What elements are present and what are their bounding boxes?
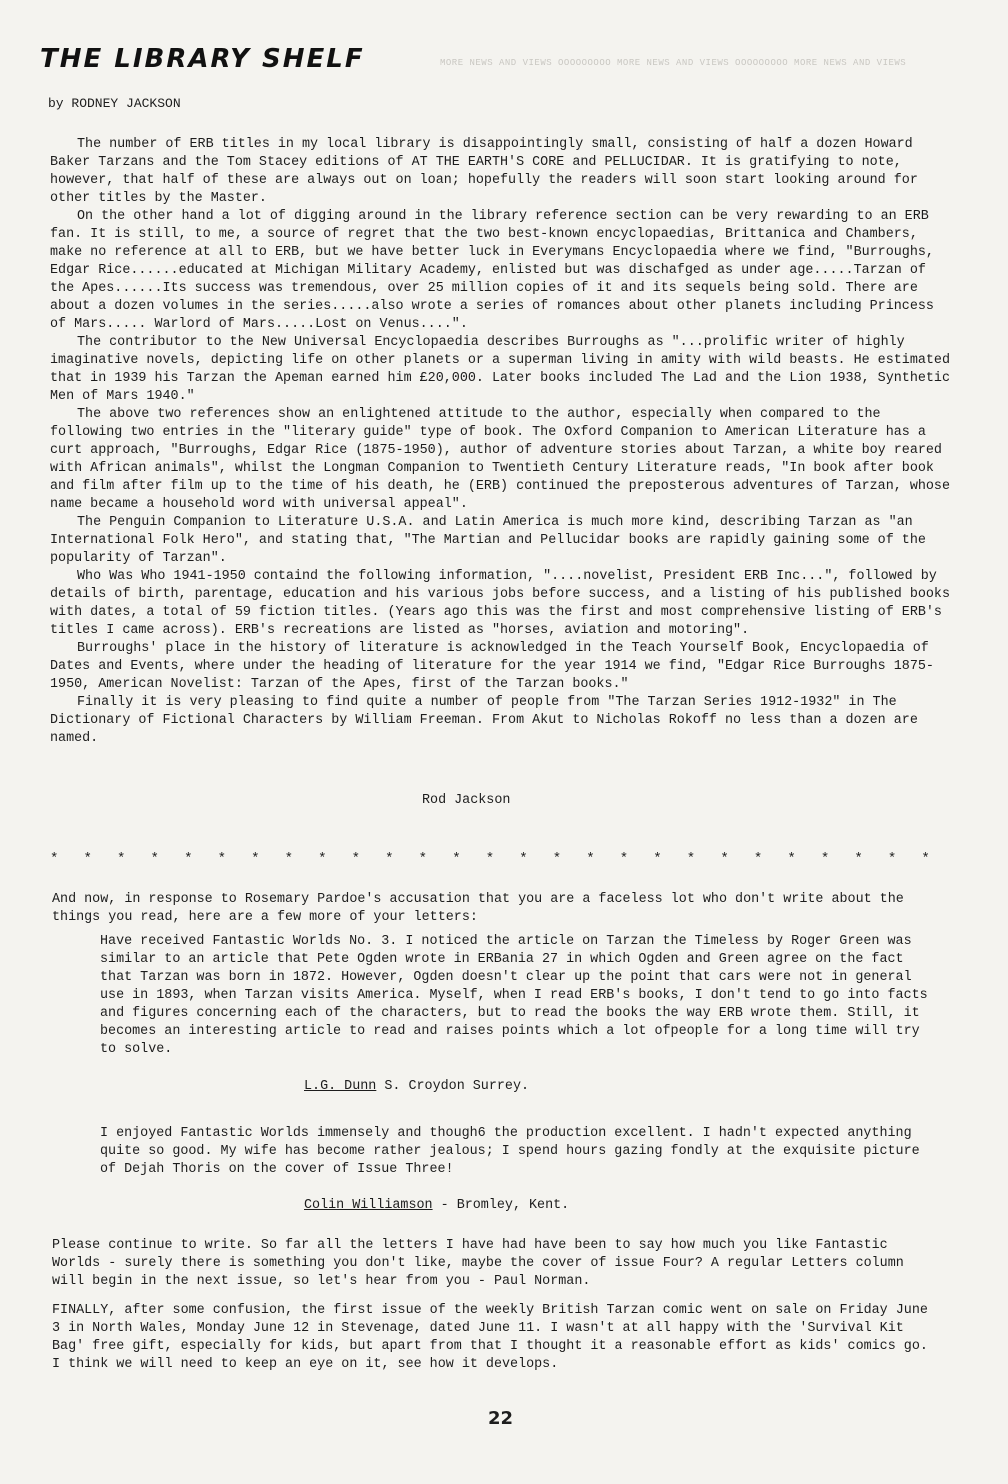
article-paragraph: Who Was Who 1941-1950 containd the following information, "....novelist, President ERB Inc...", followed by details of birth, parentage, education and his various jobs before success, and a listing of his published books with dates, a total of 59 fiction titles. (Years ago this was the first and most comprehensive listing of ERB's titles I came across). ERB's recreations are listed as "horses, aviation and motoring". — [50, 569, 950, 638]
separator-star: * — [787, 851, 796, 867]
article-paragraph: Finally it is very pleasing to find quite a number of people from "The Tarzan Series 1912-1932" in The Dictionary of Fictional Characters by William Freeman. From Akut to Nicholas Rokoff no less than a dozen are named. — [50, 695, 918, 746]
separator-star: * — [251, 851, 260, 867]
article-paragraph: The number of ERB titles in my local library is disappointingly small, consisting of half a dozen Howard Baker Tarzans and the Tom Stacey editions of AT THE EARTH'S CORE and PELLUCIDAR. It is gratifying to note, however, that half of these are always out on loan; hopefully the readers will soon start looking around for other titles by the Master. — [50, 137, 918, 206]
separator-star: * — [720, 851, 729, 867]
separator-star: * — [653, 851, 662, 867]
closing-note: Please continue to write. So far all the letters I have had have been to say how much you like Fantastic Worlds - surely there is something you don't like, maybe the cover of issue Four? A regular Letters column will begin in the next issue, so let's hear from you - Paul Norman. — [52, 1238, 904, 1289]
separator-star: * — [485, 851, 495, 867]
separator-star: * — [854, 851, 863, 867]
letter-signature — [304, 1198, 569, 1213]
separator-star: * — [753, 851, 763, 867]
article-paragraph: The Penguin Companion to Literature U.S.A. and Latin America is much more kind, describing Tarzan as "an International Folk Hero", and stating that, "The Martian and Pellucidar books are rapidly gaining some of the popularity of Tarzan". — [50, 515, 926, 566]
separator-star: * — [552, 851, 562, 867]
separator-star: * — [452, 851, 461, 867]
separator-star: * — [83, 851, 92, 867]
article-paragraph: Burroughs' place in the history of literature is acknowledged in the Teach Yourself Book, Encyclopaedia of Dates and Events, where under the heading of literature for the year 1914 we find, "Edgar Rice Burroughs 1875-1950, American Novelist: Tarzan of the Apes, first of the Tarzan books." — [50, 641, 934, 692]
separator-star: * — [50, 851, 59, 867]
separator-star: * — [318, 851, 327, 867]
article-paragraph: The contributor to the New Universal Encyclopaedia describes Burroughs as "...prolific writer of highly imaginative novels, depicting life on other planets or a superman living in amity with wild beasts. He estimated that in 1939 his Tarzan the Apeman earned him £20,000. Later books included The Lad and the Lion 1938, Synthetic Men of Mars 1940." — [50, 335, 950, 404]
separator-star: * — [150, 851, 159, 867]
letter-author: L.G. Dunn — [304, 1079, 377, 1094]
separator-star: * — [686, 851, 696, 867]
letter-signature — [304, 1079, 529, 1094]
letter-author: Colin Williamson — [304, 1198, 433, 1213]
page-number: 22 — [488, 1408, 514, 1429]
letters-intro: And now, in response to Rosemary Pardoe's accusation that you are a faceless lot who don't write about the things you read, here are a few more of your letters: — [52, 892, 904, 925]
article-paragraph: The above two references show an enlightened attitude to the author, especially when compared to the following two entries in the "literary guide" type of book. The Oxford Companion to American Literature has a curt approach, "Burroughs, Edgar Rice (1875-1950), author of adventure stories about Tarzan, a white boy reared with African animals", whilst the Longman Companion to Twentieth Century Literature reads, "In book after book and film after film up to the time of his death, he (ERB) continued the preposterous adventures of Tarzan, whose name became a household word with universal appeal". — [50, 407, 950, 512]
separator-star: * — [921, 851, 930, 867]
article-body — [50, 112, 950, 748]
page-title: THE LIBRARY SHELF — [40, 44, 365, 74]
final-note: FINALLY, after some confusion, the first issue of the weekly British Tarzan comic went on sale on Friday June 3 in North Wales, Monday June 12 in Stevenage, dated June 11. I wasn't at all happy with the 'Survival Kit Bag' free gift, especially for kids, but apart from that I thought it a reasonable effort as kids' comics go. I think we will need to keep an eye on it, see how it develops. — [52, 1303, 928, 1372]
separator-star: * — [619, 851, 629, 867]
letter-body: I enjoyed Fantastic Worlds immensely and though6 the production excellent. I hadn't expected anything quite so good. My wife has become rather jealous; I spend hours gazing fondly at the exquisite picture of Dejah Thoris on the cover of Issue Three! — [100, 1126, 920, 1177]
separator-star: * — [351, 851, 361, 867]
separator-star: * — [184, 851, 193, 867]
separator-star: * — [820, 851, 830, 867]
separator-star: * — [284, 851, 294, 867]
separator-star: * — [117, 851, 126, 867]
letter-location: S. Croydon Surrey. — [384, 1079, 530, 1094]
article-signature: Rod Jackson — [422, 793, 511, 808]
article-paragraph: On the other hand a lot of digging around in the library reference section can be very rewarding to an ERB fan. It is still, to me, a source of regret that the two best-known encyclopaedias, Brittanica and Chambers, make no reference at all to ERB, but we have better luck in Everymans Encyclopaedia where we find, "Burroughs, Edgar Rice......educated at Michigan Military Academy, enlisted but was dischafged as under age.....Tarzan of the Apes......Its success was tremendous, over 25 million copies of it and its sequels being sold. There are about a dozen volumes in the series.....also wrote a series of romances about other planets including Princess of Mars..... Warlord of Mars.....Lost on Venus....". — [50, 209, 934, 332]
separator-star: * — [887, 851, 897, 867]
separator-star: * — [217, 851, 226, 867]
separator-star: * — [519, 851, 528, 867]
bleed-through-text: MORE NEWS AND VIEWS OOOOOOOOO MORE NEWS AND VIEWS OOOOOOOOO MORE NEWS AND VIEWS — [440, 58, 907, 68]
star-separator — [50, 851, 930, 867]
letter-body: Have received Fantastic Worlds No. 3. I noticed the article on Tarzan the Timeless by Roger Green was similar to an article that Pete Ogden wrote in ERBania 27 in which Ogden and Green agree on the fact that Tarzan was born in 1872. However, Ogden doesn't clear up the point that cars were not in general use in 1893, when Tarzan visits America. Myself, when I read ERB's books, I don't tend to go into facts and figures concerning each of the characters, but to read the books the way ERB wrote them. Still, it becomes an interesting article to read and raises points which a lot ofpeople for a long time will try to solve. — [100, 934, 928, 1057]
separator-star: * — [385, 851, 394, 867]
separator-star: * — [586, 851, 595, 867]
byline: by RODNEY JACKSON — [48, 96, 181, 111]
letter-location: - Bromley, Kent. — [440, 1198, 570, 1213]
separator-star: * — [418, 851, 428, 867]
